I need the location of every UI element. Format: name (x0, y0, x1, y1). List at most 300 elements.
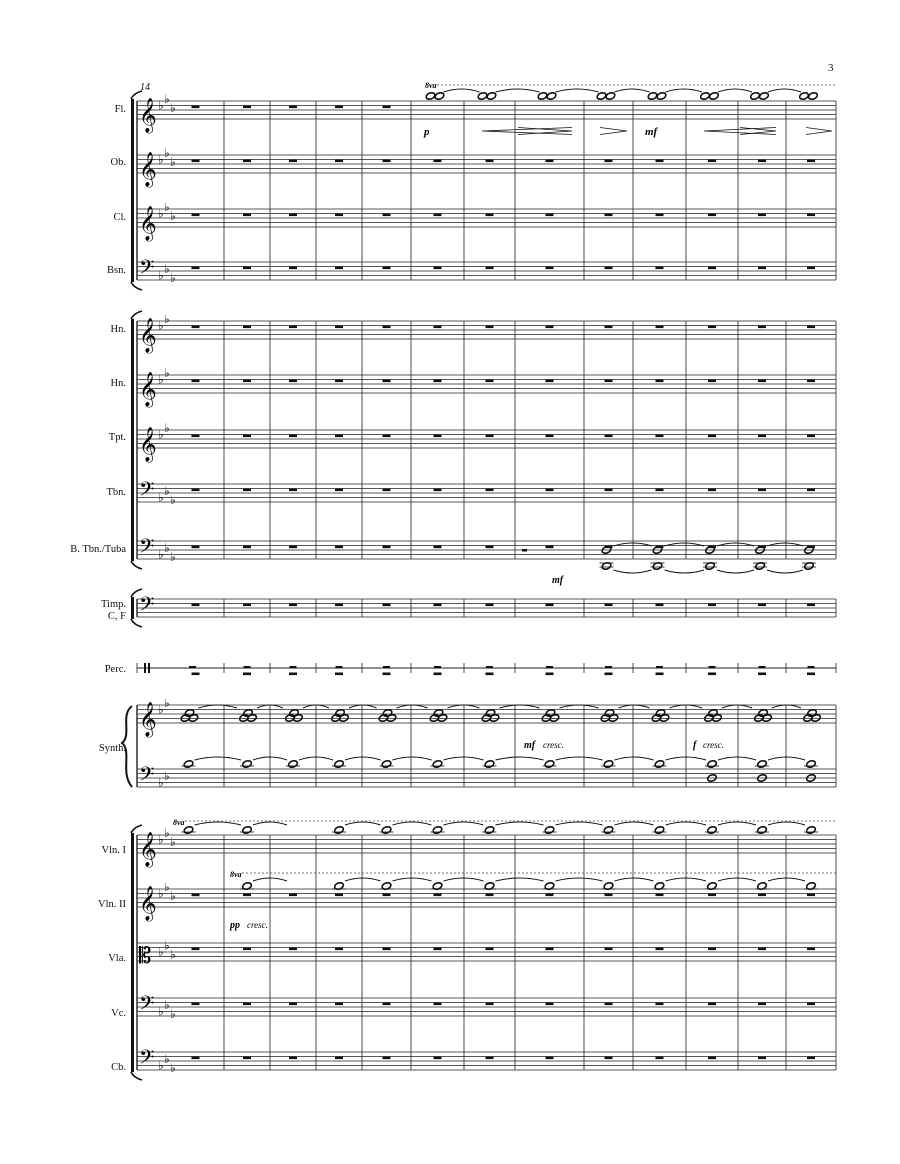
whole-note (288, 760, 299, 769)
rest (289, 326, 297, 329)
treble-clef: 𝄞 (139, 153, 157, 186)
flat-sign: ♭ (170, 154, 176, 169)
rest (192, 326, 200, 329)
flat-sign: ♭ (158, 98, 164, 113)
instrument-label-timpani-tuning: C, F (107, 611, 126, 622)
rest (656, 673, 664, 676)
rest (758, 435, 766, 438)
rest (434, 546, 442, 549)
measure-number: 14 (140, 82, 150, 93)
whole-note (806, 826, 817, 835)
tie (444, 89, 480, 92)
flat-sign: ♭ (164, 420, 170, 435)
flat-sign: ♭ (164, 365, 170, 380)
rest (807, 1003, 815, 1006)
hairpin (806, 128, 832, 135)
rest (546, 546, 554, 549)
rest (243, 214, 251, 217)
rest (289, 214, 297, 217)
whole-note (188, 714, 199, 723)
tie (199, 705, 238, 708)
whole-note (807, 709, 818, 718)
rest (434, 214, 442, 217)
whole-note (242, 760, 253, 769)
bracket (131, 319, 134, 561)
instrument-label-violin-1: Vln. I (101, 845, 126, 856)
flat-sign: ♭ (170, 947, 176, 962)
rest (708, 1003, 716, 1006)
rest (605, 1003, 613, 1006)
tie (615, 757, 654, 760)
flat-sign: ♭ (164, 997, 170, 1012)
percussion-clef (148, 663, 150, 673)
treble-clef: 𝄞 (139, 319, 157, 352)
rest (758, 894, 766, 897)
rest (708, 1057, 716, 1060)
rest (546, 380, 554, 383)
rest (656, 894, 664, 897)
dynamic-synth-cresc-2: cresc. (703, 740, 724, 750)
rest (243, 489, 251, 492)
tie (195, 822, 242, 825)
treble-clef: 𝄞 (139, 887, 157, 920)
rest (656, 666, 663, 669)
rest (708, 894, 716, 897)
rest (708, 435, 716, 438)
flat-sign: ♭ (158, 775, 164, 790)
rest (335, 326, 343, 329)
treble-clef: 𝄞 (139, 428, 157, 461)
rest (289, 604, 297, 607)
rest (434, 267, 442, 270)
tie (615, 89, 650, 92)
rest (708, 326, 716, 329)
rest (486, 435, 494, 438)
tie (393, 757, 432, 760)
rest (486, 267, 494, 270)
flat-sign: ♭ (164, 938, 170, 953)
instrument-label-horn-2: Hn. (110, 378, 126, 389)
dynamic-synth-cresc-1: cresc. (543, 740, 564, 750)
rest (383, 948, 391, 951)
whole-note (247, 714, 258, 723)
tie (556, 89, 599, 92)
flat-sign: ♭ (164, 825, 170, 840)
rest (192, 546, 200, 549)
rest (708, 673, 716, 676)
treble-clef: 𝄞 (139, 833, 157, 866)
rest (605, 489, 613, 492)
rest (486, 160, 494, 163)
rest (192, 267, 200, 270)
rest (546, 604, 554, 607)
rest (335, 1003, 343, 1006)
whole-note (759, 92, 770, 101)
whole-note (432, 826, 443, 835)
rest (605, 214, 613, 217)
whole-note (432, 760, 443, 769)
bass-clef: 𝄢 (139, 536, 155, 563)
flat-sign: ♭ (170, 492, 176, 507)
whole-note (335, 709, 346, 718)
whole-note (382, 709, 393, 718)
rest (605, 1057, 613, 1060)
whole-note (437, 714, 448, 723)
rest (758, 948, 766, 951)
whole-note (806, 760, 817, 769)
rest (807, 267, 815, 270)
rest (605, 666, 612, 669)
rest (289, 160, 297, 163)
tie (345, 822, 381, 825)
dynamic-btbn-mf: mf (552, 575, 564, 586)
bass-clef: 𝄢 (139, 764, 155, 791)
rest (383, 160, 391, 163)
whole-note (381, 760, 392, 769)
rest (289, 267, 297, 270)
rest (383, 546, 391, 549)
percussion-clef (144, 663, 146, 673)
bass-clef: 𝄢 (139, 257, 155, 284)
rest (335, 894, 343, 897)
tie (496, 89, 540, 92)
whole-note (485, 709, 496, 718)
rest (434, 604, 442, 607)
hairpin (704, 128, 776, 135)
instrument-label-synth: Synth. (98, 743, 126, 754)
whole-note (544, 826, 555, 835)
rest (243, 948, 251, 951)
dynamic-synth-f: f (693, 740, 697, 751)
rest (708, 380, 716, 383)
flat-sign: ♭ (164, 311, 170, 326)
flat-sign: ♭ (164, 1051, 170, 1066)
whole-note (799, 92, 810, 101)
treble-clef: 𝄞 (139, 207, 157, 240)
instrument-label-flute: Fl. (114, 104, 126, 115)
rest (383, 267, 391, 270)
rest (546, 1057, 554, 1060)
rest (192, 435, 200, 438)
rest (546, 214, 554, 217)
barlines (137, 98, 836, 1070)
hairpin (600, 128, 627, 135)
rest (708, 604, 716, 607)
rest (243, 106, 251, 109)
rest (383, 435, 391, 438)
whole-note (546, 92, 557, 101)
flat-sign: ♭ (164, 695, 170, 710)
instrument-label-trumpet: Tpt. (108, 432, 126, 443)
whole-note (656, 92, 667, 101)
rest (486, 214, 494, 217)
flat-sign: ♭ (170, 1060, 176, 1075)
whole-note (655, 709, 666, 718)
rest (758, 604, 766, 607)
rest (656, 489, 664, 492)
rest (434, 1057, 442, 1060)
rest (434, 948, 442, 951)
rest (807, 948, 815, 951)
whole-note (608, 714, 619, 723)
rest (244, 666, 251, 669)
staves (137, 92, 836, 1075)
brace (122, 706, 132, 787)
tie (772, 705, 801, 708)
rest (243, 1003, 251, 1006)
rest (546, 435, 554, 438)
flat-sign: ♭ (170, 1006, 176, 1021)
flat-sign: ♭ (158, 152, 164, 167)
rest (546, 948, 554, 951)
rest (243, 604, 251, 607)
flat-sign: ♭ (164, 199, 170, 214)
tie (619, 705, 650, 708)
rest (335, 1057, 343, 1060)
whole-note (433, 709, 444, 718)
whole-note (712, 714, 723, 723)
rest (335, 604, 343, 607)
flat-sign: ♭ (164, 483, 170, 498)
tie (768, 89, 801, 92)
alto-clef: 𝄡 (139, 943, 152, 968)
rest (546, 267, 554, 270)
instrument-label-bass-trombone-tuba: B. Tbn./Tuba (70, 544, 126, 555)
ottava-violin1: 8va (173, 818, 185, 827)
rest (192, 214, 200, 217)
flat-sign: ♭ (158, 372, 164, 387)
whole-note (750, 92, 761, 101)
rest (605, 160, 613, 163)
tie (556, 757, 603, 760)
rest (289, 106, 297, 109)
flat-sign: ♭ (164, 145, 170, 160)
whole-note (700, 92, 711, 101)
flat-sign: ♭ (164, 768, 170, 783)
rest (486, 948, 494, 951)
rest (434, 435, 442, 438)
rest (808, 666, 815, 669)
rest (192, 1057, 200, 1060)
tie (768, 878, 805, 881)
rest (336, 666, 343, 669)
rest (335, 948, 343, 951)
tie (614, 570, 652, 573)
whole-note (489, 714, 500, 723)
tie (393, 822, 432, 825)
whole-note (603, 826, 614, 835)
tie (718, 822, 756, 825)
rest (192, 604, 200, 607)
whole-note (605, 92, 616, 101)
rest (192, 673, 200, 676)
rest (486, 1057, 494, 1060)
rest (605, 326, 613, 329)
tie (496, 757, 544, 760)
whole-note (339, 714, 350, 723)
whole-note (537, 92, 548, 101)
whole-note (808, 92, 819, 101)
whole-note (707, 760, 718, 769)
flat-sign: ♭ (170, 549, 176, 564)
rest (605, 673, 613, 676)
whole-note (762, 714, 773, 723)
rest (243, 326, 251, 329)
rest (656, 604, 664, 607)
dynamic-synth-mf: mf (524, 740, 536, 751)
rest (758, 214, 766, 217)
rest (522, 549, 527, 552)
rest (807, 894, 815, 897)
rest (434, 489, 442, 492)
tie (345, 878, 381, 881)
rest (546, 326, 554, 329)
whole-note (758, 709, 769, 718)
rest (656, 435, 664, 438)
rest (383, 380, 391, 383)
rest (335, 435, 343, 438)
treble-clef: 𝄞 (139, 99, 157, 132)
whole-note (484, 826, 495, 835)
bass-clef: 𝄢 (139, 1047, 155, 1074)
tie (444, 822, 484, 825)
rest (289, 546, 297, 549)
bracket (131, 833, 134, 1072)
bass-clef: 𝄢 (139, 993, 155, 1020)
rest (192, 1003, 200, 1006)
rest (807, 214, 815, 217)
rest (758, 326, 766, 329)
rest (434, 1003, 442, 1006)
rest (243, 267, 251, 270)
whole-note (654, 760, 665, 769)
tie (556, 822, 603, 825)
rest (486, 894, 494, 897)
rest (708, 160, 716, 163)
whole-note (183, 760, 194, 769)
flat-sign: ♭ (170, 888, 176, 903)
whole-note (757, 826, 768, 835)
flat-sign: ♭ (158, 318, 164, 333)
bracket-hook (131, 91, 142, 99)
rest (289, 435, 297, 438)
rest (486, 489, 494, 492)
rest (289, 1003, 297, 1006)
tie (496, 822, 544, 825)
whole-note (659, 714, 670, 723)
instrument-label-trombone: Tbn. (106, 487, 126, 498)
rest (289, 1057, 297, 1060)
rest (656, 214, 664, 217)
rest (656, 1057, 664, 1060)
flat-sign: ♭ (170, 270, 176, 285)
rest (335, 267, 343, 270)
flat-sign: ♭ (158, 702, 164, 717)
rest (807, 380, 815, 383)
whole-note (183, 826, 194, 835)
rest (605, 435, 613, 438)
whole-note (654, 826, 665, 835)
instrument-label-oboe: Ob. (110, 157, 126, 168)
ottava-violin2: 8va (230, 870, 242, 879)
rest (708, 948, 716, 951)
rest (758, 160, 766, 163)
rest (289, 948, 297, 951)
flat-sign: ♭ (158, 490, 164, 505)
whole-note (425, 92, 436, 101)
flat-sign: ♭ (158, 268, 164, 283)
tie (767, 570, 803, 573)
rest (486, 604, 494, 607)
tie (195, 757, 242, 760)
dynamic-violin2-pp: pp (230, 920, 240, 931)
rest (192, 160, 200, 163)
rest (192, 380, 200, 383)
rest (383, 214, 391, 217)
rest (546, 1003, 554, 1006)
instrument-label-bassoon: Bsn. (107, 265, 126, 276)
rest (243, 1057, 251, 1060)
whole-note (381, 826, 392, 835)
tie (768, 757, 805, 760)
dynamics (173, 81, 836, 931)
rest (807, 673, 815, 676)
rest (189, 666, 196, 669)
flat-sign: ♭ (164, 261, 170, 276)
whole-note (545, 709, 556, 718)
instrument-label-cello: Vc. (111, 1008, 126, 1019)
tie (718, 89, 752, 92)
whole-note (484, 760, 495, 769)
rest (383, 666, 390, 669)
rest (758, 1057, 766, 1060)
tie (666, 822, 707, 825)
rest (289, 894, 297, 897)
rest (656, 326, 664, 329)
tie (496, 878, 544, 881)
dynamic-flute-mf: mf (645, 126, 658, 138)
flat-sign: ♭ (170, 208, 176, 223)
flat-sign: ♭ (164, 540, 170, 555)
treble-clef: 𝄞 (139, 373, 157, 406)
tie (560, 705, 599, 708)
rest (383, 106, 391, 109)
rest (758, 489, 766, 492)
whole-note (334, 826, 345, 835)
rest (289, 489, 297, 492)
rest (605, 604, 613, 607)
tie (615, 878, 654, 881)
whole-note (243, 709, 254, 718)
rest (289, 673, 297, 676)
rest (434, 673, 442, 676)
rest (335, 214, 343, 217)
rest (807, 435, 815, 438)
rest (335, 489, 343, 492)
whole-note (707, 826, 718, 835)
rest (434, 326, 442, 329)
treble-clef: 𝄞 (139, 703, 157, 736)
tie (349, 705, 377, 708)
flat-sign: ♭ (158, 206, 164, 221)
bracket (131, 99, 134, 282)
whole-note (811, 714, 822, 723)
tie (768, 822, 805, 825)
rest (758, 1003, 766, 1006)
rest (656, 948, 664, 951)
dynamic-violin2-cresc: cresc. (247, 920, 268, 930)
whole-note (434, 92, 445, 101)
